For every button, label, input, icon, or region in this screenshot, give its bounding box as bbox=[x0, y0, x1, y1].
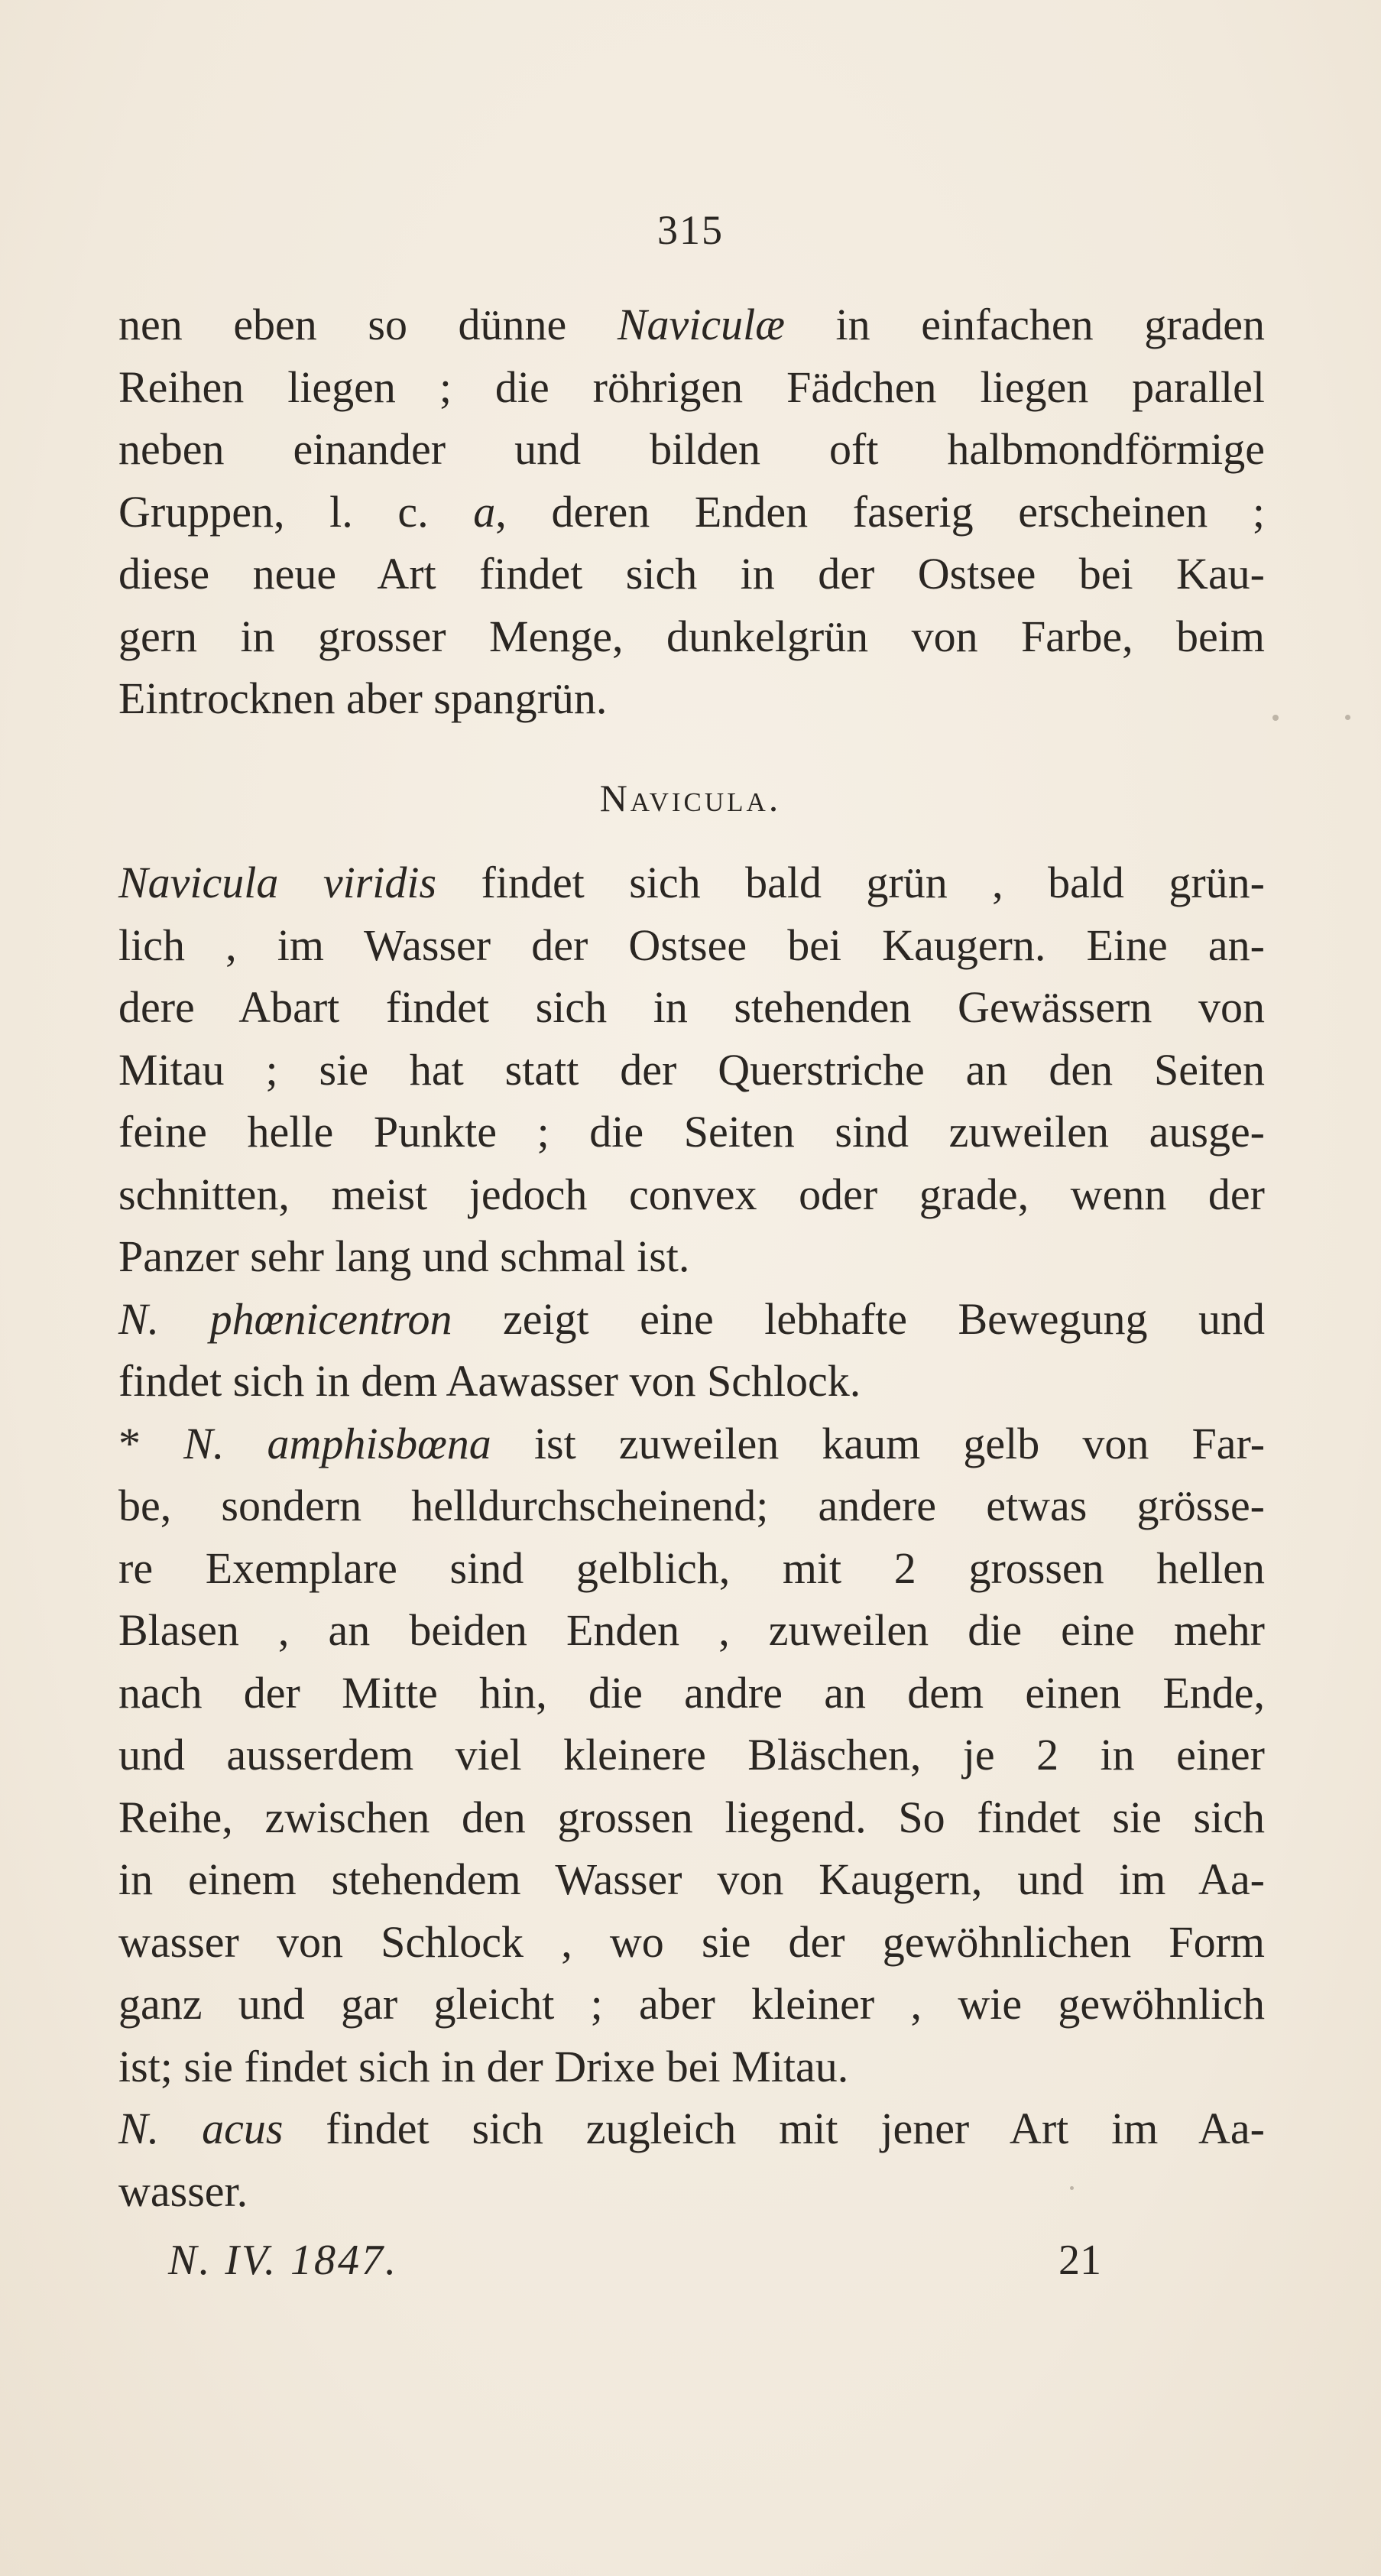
text-line: ganz und gar gleicht ; aber kleiner , wie gewöhnlich bbox=[118, 1979, 1265, 2029]
page-number: 315 bbox=[657, 207, 724, 253]
text-line: gern in grosser Menge, dunkelgrün von Farbe, beim bbox=[118, 611, 1265, 661]
paper-speck bbox=[1272, 715, 1279, 721]
text-line: Reihe, zwischen den grossen liegend. So findet sie sich bbox=[118, 1792, 1265, 1842]
text-line: Navicula viridis findet sich bald grün , bald grün- bbox=[118, 858, 1265, 907]
text-line: wasser von Schlock , wo sie der gewöhnlichen Form bbox=[118, 1916, 1265, 1967]
signature-mark: N. IV. 1847. bbox=[168, 2237, 398, 2284]
text-line: ist; sie findet sich in der Drixe bei Mitau. bbox=[118, 2041, 849, 2091]
italic-term: Navicula viridis bbox=[118, 858, 437, 907]
text-line: findet sich in dem Aawasser von Schlock. bbox=[118, 1356, 861, 1406]
italic-term: N. acus bbox=[118, 2104, 284, 2153]
text-line: schnitten, meist jedoch convex oder grade, wenn der bbox=[118, 1169, 1265, 1219]
text-line: be, sondern helldurchscheinend; andere etwas grösse- bbox=[118, 1481, 1265, 1530]
text-line: * N. amphisbœna ist zuweilen kaum gelb von Far- bbox=[118, 1418, 1266, 1468]
text-line: Eintrocknen aber spangrün. bbox=[118, 673, 608, 723]
text-line: lich , im Wasser der Ostsee bei Kaugern. Eine an- bbox=[118, 920, 1265, 970]
sheet-number: 21 bbox=[1058, 2237, 1101, 2284]
text-line: nach der Mitte hin, die andre an dem einen Ende, bbox=[118, 1667, 1265, 1718]
text-line: wasser. bbox=[118, 2166, 248, 2216]
paper-speck bbox=[1070, 2186, 1074, 2190]
text-line: neben einander und bilden oft halbmondförmige bbox=[118, 424, 1265, 474]
text-line: feine helle Punkte ; die Seiten sind zuweilen ausge- bbox=[118, 1107, 1265, 1157]
text-line: nen eben so dünne Naviculæ in einfachen graden bbox=[118, 300, 1265, 349]
italic-term: N. amphisbœna bbox=[183, 1418, 491, 1468]
paper-speck bbox=[1345, 715, 1350, 720]
section-heading: Navicula. bbox=[599, 777, 782, 819]
text-line: Mitau ; sie hat statt der Querstriche an den Seiten bbox=[118, 1044, 1265, 1095]
text-line: dere Abart findet sich in stehenden Gewässern von bbox=[118, 982, 1265, 1032]
italic-term: Naviculæ bbox=[617, 300, 785, 349]
text-line: und ausserdem viel kleinere Bläschen, je 2 in einer bbox=[118, 1730, 1265, 1780]
text-line: diese neue Art findet sich in der Ostsee bei Kau- bbox=[118, 549, 1265, 599]
text-line: N. phœnicentron zeigt eine lebhafte Bewegung und bbox=[118, 1293, 1265, 1344]
text-line: N. acus findet sich zugleich mit jener Art im Aa- bbox=[118, 2104, 1265, 2153]
text-line: Gruppen, l. c. a, deren Enden faserig erscheinen ; bbox=[118, 486, 1265, 537]
text-line: Panzer sehr lang und schmal ist. bbox=[118, 1231, 690, 1281]
italic-term: N. phœnicentron bbox=[118, 1293, 452, 1344]
text-line: Blasen , an beiden Enden , zuweilen die eine mehr bbox=[118, 1605, 1265, 1655]
text-line: Reihen liegen ; die röhrigen Fädchen liegen parallel bbox=[118, 362, 1265, 412]
text-line: in einem stehendem Wasser von Kaugern, und im Aa- bbox=[118, 1854, 1265, 1904]
text-line: re Exemplare sind gelblich, mit 2 grossen hellen bbox=[118, 1543, 1265, 1593]
italic-term: a bbox=[473, 486, 496, 537]
